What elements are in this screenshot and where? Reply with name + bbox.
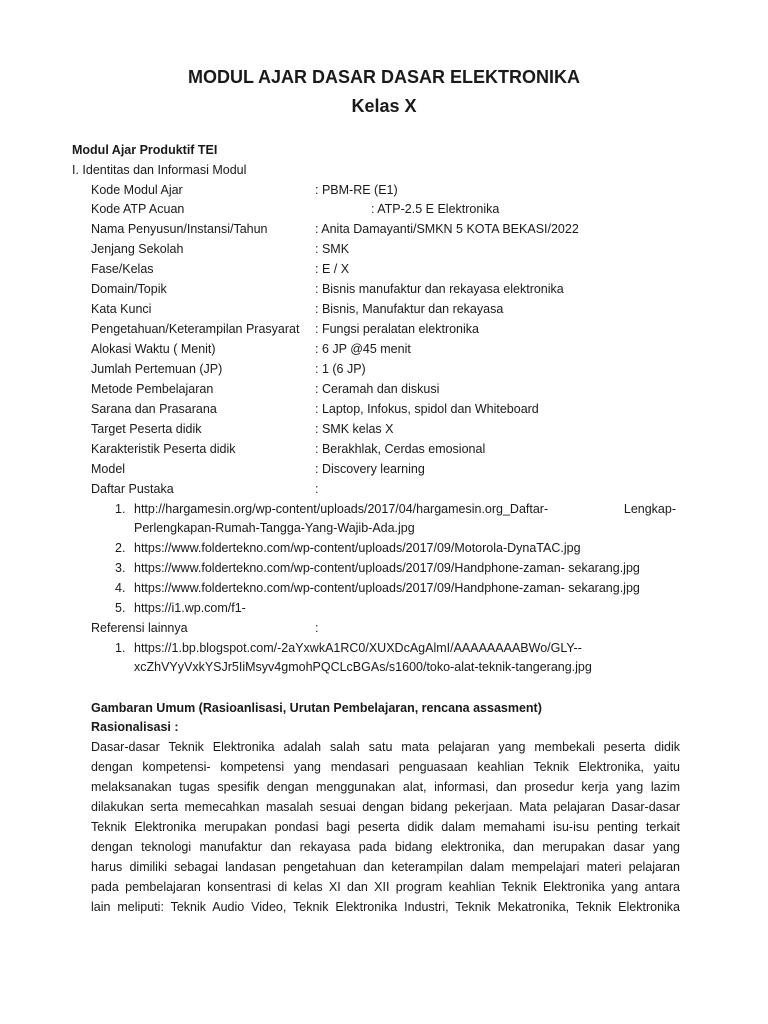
list-number: 3. xyxy=(115,561,126,575)
identity-label: Alokasi Waktu ( Menit) xyxy=(91,342,216,356)
gambaran-heading-rest: (Rasioanlisasi, Urutan Pembelajaran, rencana assasment) xyxy=(195,701,542,715)
identity-label: Kode Modul Ajar xyxy=(91,183,183,197)
reference-link[interactable]: https://1.bp.blogspot.com/-2aYxwkA1RC0/XUXDcAgAlmI/AAAAAAAABWo/GLY-- xyxy=(134,641,582,655)
gambaran-heading-bold: Gambaran Umum xyxy=(91,701,196,715)
identity-value: : PBM-RE (E1) xyxy=(315,183,398,197)
identity-label: Metode Pembelajaran xyxy=(91,382,214,396)
identity-label: Daftar Pustaka xyxy=(91,482,174,496)
reference-link[interactable] xyxy=(134,501,676,517)
identity-value: : SMK xyxy=(315,242,350,256)
reference-link[interactable]: https://www.foldertekno.com/wp-content/uploads/2017/09/Handphone-zaman- sekarang.jpg xyxy=(134,581,640,595)
identity-value: : Ceramah dan diskusi xyxy=(315,382,440,396)
section-identitas: I. Identitas dan Informasi Modul xyxy=(72,163,247,177)
identity-label: Karakteristik Peserta didik xyxy=(91,442,236,456)
referensi-label: Referensi lainnya xyxy=(91,621,188,635)
identity-value: : Berakhlak, Cerdas emosional xyxy=(315,442,486,456)
identity-label: Model xyxy=(91,462,126,476)
reference-link[interactable]: xcZhVYyVxkYSJr5IiMsyv4gmohPQCLcBGAs/s1600/toko-alat-teknik-tangerang.jpg xyxy=(134,660,592,674)
identity-value: : xyxy=(315,482,319,496)
identity-value: : Fungsi peralatan elektronika xyxy=(315,322,479,336)
identity-label: Sarana dan Prasarana xyxy=(91,402,217,416)
list-number: 5. xyxy=(115,601,126,615)
paragraph-line: melaksanakan tugas spesifik dengan menggunakan alat, informasi, dan prosedur kerja yang lazim xyxy=(91,780,680,794)
reference-link[interactable]: https://www.foldertekno.com/wp-content/uploads/2017/09/Handphone-zaman- sekarang.jpg xyxy=(134,561,640,575)
identity-label: Pengetahuan/Keterampilan Prasyarat xyxy=(91,322,300,336)
reference-link[interactable]: Perlengkapan-Rumah-Tangga-Yang-Wajib-Ada.jpg xyxy=(134,521,415,535)
rasionalisasi-paragraph xyxy=(91,739,680,919)
gambaran-heading xyxy=(91,700,542,716)
identity-value: : SMK kelas X xyxy=(315,422,394,436)
identity-label: Target Peserta didik xyxy=(91,422,202,436)
identity-label: Domain/Topik xyxy=(91,282,167,296)
identity-value: : 1 (6 JP) xyxy=(315,362,366,376)
identity-value: : Bisnis, Manufaktur dan rekayasa xyxy=(315,302,504,316)
list-number: 2. xyxy=(115,541,126,555)
referensi-colon: : xyxy=(315,621,319,635)
identity-label: Fase/Kelas xyxy=(91,262,154,276)
identity-label: Kode ATP Acuan xyxy=(91,202,185,216)
paragraph-line: dengan kompetensi- kompetensi yang mendasari penguasaan keahlian Teknik Elektronika, yaitu xyxy=(91,760,680,774)
identity-value: : E / X xyxy=(315,262,350,276)
identity-value: : Laptop, Infokus, spidol dan Whiteboard xyxy=(315,402,539,416)
identity-label: Jenjang Sekolah xyxy=(91,242,184,256)
identity-label: Kata Kunci xyxy=(91,302,152,316)
identity-value: : Anita Damayanti/SMKN 5 KOTA BEKASI/2022 xyxy=(315,222,579,236)
identity-value: : ATP-2.5 E Elektronika xyxy=(371,202,500,216)
document-title: MODUL AJAR DASAR DASAR ELEKTRONIKA xyxy=(187,67,580,87)
section-produktif: Modul Ajar Produktif TEI xyxy=(72,143,218,157)
identity-value: : Discovery learning xyxy=(315,462,425,476)
list-number: 1. xyxy=(115,502,126,516)
paragraph-line: dengan teknologi manufaktur dan rekayasa pada bidang elektronika, dan merupakan dasar yang xyxy=(91,840,680,854)
rasionalisasi-heading: Rasionalisasi : xyxy=(91,720,179,734)
reference-link[interactable]: https://i1.wp.com/f1- xyxy=(134,601,246,615)
identity-value: : Bisnis manufaktur dan rekayasa elektronika xyxy=(315,282,564,296)
reference-text: Lengkap- xyxy=(623,502,676,516)
paragraph-line: Teknik Elektronika merupakan pondasi bagi peserta didik dalam memahami isu-isu penting terkait xyxy=(91,820,680,834)
identity-value: : 6 JP @45 menit xyxy=(315,342,411,356)
paragraph-line: pada pembelajaran konsentrasi di kelas XI dan XII program keahlian Teknik Elektronika yang antara xyxy=(91,880,680,894)
paragraph-line: harus dimiliki sebagai landasan pengetahuan dan keterampilan dalam mempelajari materi pelajaran xyxy=(91,860,680,874)
paragraph-line: Dasar-dasar Teknik Elektronika adalah salah satu mata pelajaran yang membekali peserta didik xyxy=(91,740,680,754)
document-subtitle: Kelas X xyxy=(351,96,417,116)
paragraph-line: lain meliputi: Teknik Audio Video, Teknik Elektronika Industri, Teknik Mekatronika, Teknik Elektronika xyxy=(91,900,680,914)
list-number: 1. xyxy=(115,641,126,655)
paragraph-line: dilakukan serta memecahkan masalah sesuai dengan bidang pekerjaan. Mata pelajaran Dasar-dasar xyxy=(91,800,680,814)
identity-label: Nama Penyusun/Instansi/Tahun xyxy=(91,222,268,236)
reference-text: http://hargamesin.org/wp-content/uploads/2017/04/hargamesin.org_Daftar- xyxy=(134,502,549,516)
reference-link[interactable]: https://www.foldertekno.com/wp-content/uploads/2017/09/Motorola-DynaTAC.jpg xyxy=(134,541,581,555)
identity-label: Jumlah Pertemuan (JP) xyxy=(91,362,223,376)
list-number: 4. xyxy=(115,581,126,595)
